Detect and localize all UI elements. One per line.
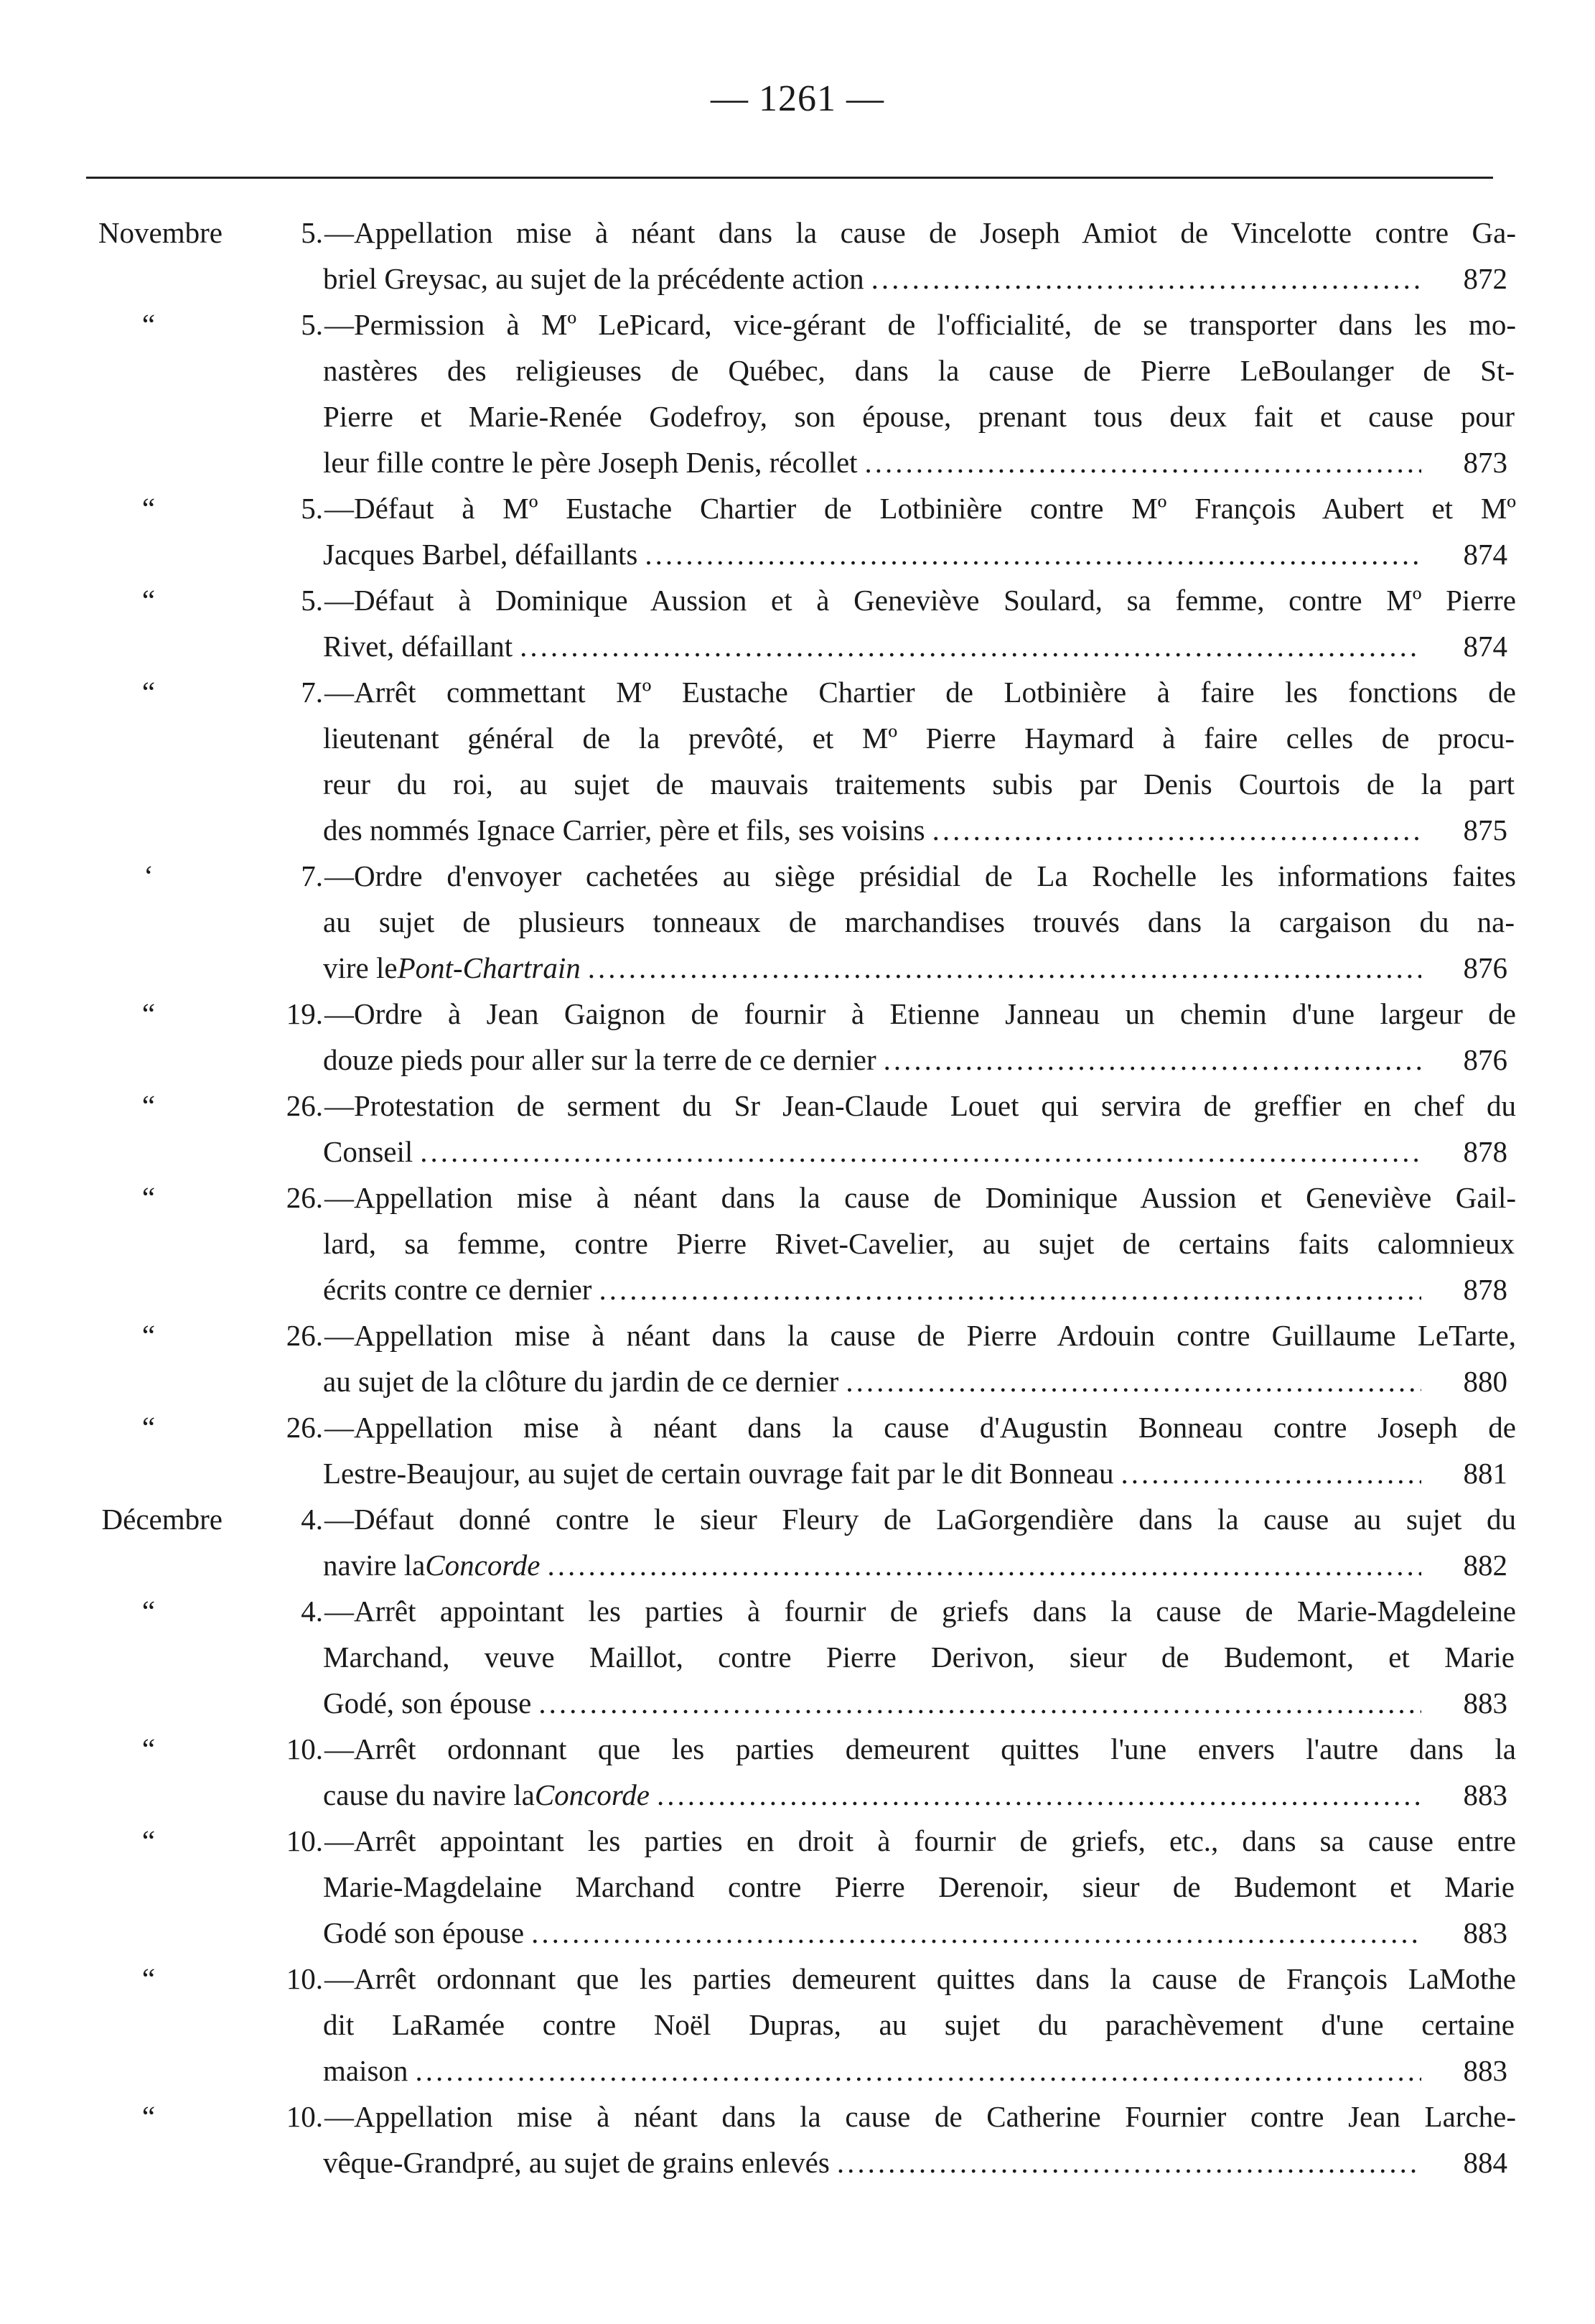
entry-text: —Défaut donné contre le sieur Fleury de LaGorgendière dans la cause au sujet du: [324, 1503, 1516, 1536]
ditto-mark: “: [141, 1732, 156, 1765]
entry-day: 26.: [286, 1089, 323, 1122]
entry-line: [86, 1496, 1516, 1542]
dot-leader: [531, 1910, 1421, 1956]
entry-day: 5.: [301, 492, 323, 525]
index-entry: [86, 1404, 1516, 1496]
ditto-mark: “: [141, 584, 156, 617]
dot-leader: [547, 1542, 1421, 1588]
entry-text: vire le: [323, 951, 398, 984]
ditto-mark: “: [141, 676, 156, 709]
entry-line: [86, 485, 1516, 531]
entry-text: briel Greysac, au sujet de la précédente action: [323, 262, 864, 295]
entry-line: [86, 1083, 1516, 1129]
page-reference: 873: [1463, 446, 1507, 479]
entry-text: vêque-Grandpré, au sujet de grains enlevés: [323, 2146, 830, 2179]
dot-leader: [420, 1129, 1421, 1175]
index-entry: [86, 1083, 1516, 1175]
entry-line: [86, 1358, 1507, 1404]
page-reference: 884: [1463, 2146, 1507, 2179]
dot-leader: [415, 2048, 1421, 2094]
entry-line: [86, 1129, 1507, 1175]
entry-text: leur fille contre le père Joseph Denis, récollet: [323, 446, 858, 479]
entry-line: [86, 807, 1507, 853]
entry-line: [86, 1634, 1515, 1680]
index-entry: [86, 1726, 1516, 1818]
page-reference: 874: [1463, 630, 1507, 663]
entry-text: Marchand, veuve Maillot, contre Pierre Derivon, sieur de Budemont, et Marie: [323, 1641, 1515, 1674]
entry-day: 10.: [286, 1732, 323, 1765]
dot-leader: [846, 1358, 1421, 1404]
entry-text-final: [323, 439, 1428, 485]
entry-text: reur du roi, au sujet de mauvais traitements subis par Denis Courtois de la part: [323, 767, 1515, 801]
ditto-mark: “: [141, 997, 156, 1030]
ditto-mark: “: [141, 1089, 156, 1122]
entry-text-final: [323, 2139, 1428, 2185]
entry-text: Jacques Barbel, défaillants: [323, 538, 638, 571]
entry-text-final: [323, 1358, 1428, 1404]
ditto-mark: “: [141, 1411, 156, 1444]
entry-text: nastères des religieuses de Québec, dans la cause de Pierre LeBoulanger de St-: [323, 354, 1515, 387]
entry-text: lieutenant général de la prevôté, et Mº Pierre Haymard à faire celles de procu-: [323, 722, 1515, 755]
index-entry: [86, 853, 1516, 991]
entry-line: [86, 761, 1515, 807]
entry-line: [86, 623, 1507, 669]
entry-text: Godé son épouse: [323, 1916, 525, 1949]
entry-line: [86, 945, 1507, 991]
page-reference: 880: [1463, 1365, 1507, 1398]
entry-day: 19.: [286, 997, 323, 1030]
entry-text-final: [323, 1910, 1428, 1956]
entry-line: [86, 347, 1515, 393]
entry-text-final: [323, 1772, 1428, 1818]
entry-text: —Ordre à Jean Gaignon de fournir à Etienne Janneau un chemin d'une largeur de: [324, 997, 1516, 1030]
index-entry: [86, 1175, 1516, 1312]
entry-text: Marie-Magdelaine Marchand contre Pierre Derenoir, sieur de Budemont et Marie: [323, 1870, 1515, 1903]
entry-text-final: [323, 1450, 1428, 1496]
entry-line: [86, 393, 1515, 439]
entry-line: [86, 1312, 1516, 1358]
page-reference: 878: [1463, 1273, 1507, 1306]
entry-text: lard, sa femme, contre Pierre Rivet-Cavelier, au sujet de certains faits calomnieux: [323, 1227, 1515, 1260]
entry-line: [86, 256, 1507, 302]
entry-line: [86, 1772, 1507, 1818]
entry-line: [86, 1864, 1515, 1910]
entry-line: [86, 1266, 1507, 1312]
entry-text: écrits contre ce dernier: [323, 1273, 592, 1306]
dot-leader: [538, 1680, 1421, 1726]
index-entry: [86, 1496, 1516, 1588]
entry-text: Rivet, défaillant: [323, 630, 513, 663]
entry-line: [86, 1542, 1507, 1588]
entry-text: au sujet de la clôture du jardin de ce dernier: [323, 1365, 839, 1398]
page-reference: 883: [1463, 2054, 1507, 2087]
entry-line: [86, 2139, 1507, 2185]
entry-month: Novembre: [98, 216, 223, 249]
entry-month: Décembre: [101, 1503, 223, 1536]
page-reference: 883: [1463, 1778, 1507, 1811]
entry-text-final: [323, 1680, 1428, 1726]
header-rule: [86, 177, 1493, 179]
entry-day: 5.: [301, 216, 323, 249]
index-entry: [86, 577, 1516, 669]
entry-line: [86, 899, 1515, 945]
ditto-mark: ‘: [144, 859, 154, 892]
ditto-mark: “: [141, 1319, 156, 1352]
entry-text: —Arrêt appointant les parties à fournir de griefs dans la cause de Marie-Magdeleine: [324, 1595, 1516, 1628]
index-entry: [86, 302, 1516, 485]
entry-text-final: [323, 531, 1428, 577]
dot-leader: [657, 1772, 1421, 1818]
ditto-mark: “: [141, 1181, 156, 1214]
entry-text-final: [323, 2048, 1428, 2094]
entry-line: [86, 210, 1516, 256]
entry-line: [86, 2048, 1507, 2094]
entry-text: maison: [323, 2054, 408, 2087]
entry-line: [86, 577, 1516, 623]
entry-line: [86, 1404, 1516, 1450]
ship-name: Concorde: [534, 1778, 650, 1811]
index-entry: [86, 485, 1516, 577]
entry-line: [86, 715, 1515, 761]
entry-text: —Arrêt ordonnant que les parties demeurent quittes l'une envers l'autre dans la: [324, 1732, 1516, 1765]
entry-line: [86, 1175, 1516, 1221]
entry-text-final: [323, 256, 1428, 302]
entry-text-final: [323, 623, 1428, 669]
entry-text: Conseil: [323, 1135, 413, 1168]
index-entry: [86, 1956, 1516, 2094]
page-reference: 875: [1463, 813, 1507, 846]
index-entry: [86, 2094, 1516, 2185]
entry-text: —Appellation mise à néant dans la cause de Pierre Ardouin contre Guillaume LeTarte,: [324, 1319, 1516, 1352]
index-entry: [86, 1588, 1516, 1726]
index-entry: [86, 991, 1516, 1083]
page-reference: 883: [1463, 1686, 1507, 1719]
entry-text-final: [323, 1129, 1428, 1175]
page-reference: 883: [1463, 1916, 1507, 1949]
entry-line: [86, 991, 1516, 1037]
entry-line: [86, 1726, 1516, 1772]
entry-day: 10.: [286, 1824, 323, 1857]
entry-line: [86, 1450, 1507, 1496]
page-reference: 876: [1463, 951, 1507, 984]
entry-day: 7.: [301, 859, 323, 892]
entry-line: [86, 1588, 1516, 1634]
entry-line: [86, 1956, 1516, 2002]
entry-line: [86, 669, 1516, 715]
entry-text: —Arrêt ordonnant que les parties demeurent quittes dans la cause de François LaMothe: [324, 1962, 1516, 1995]
entry-text: —Ordre d'envoyer cachetées au siège présidial de La Rochelle les informations faites: [324, 859, 1516, 892]
entry-day: 5.: [301, 584, 323, 617]
entry-text: —Protestation de serment du Sr Jean-Claude Louet qui servira de greffier en chef du: [324, 1089, 1516, 1122]
dot-leader: [837, 2139, 1421, 2185]
page-reference: 878: [1463, 1135, 1507, 1168]
entry-line: [86, 1037, 1507, 1083]
entry-line: [86, 1221, 1515, 1266]
dot-leader: [1121, 1450, 1422, 1496]
entry-day: 10.: [286, 1962, 323, 1995]
index-entry: [86, 1818, 1516, 1956]
entry-line: [86, 2094, 1516, 2139]
entry-text: douze pieds pour aller sur la terre de ce dernier: [323, 1043, 876, 1076]
entry-line: [86, 439, 1507, 485]
entry-text: au sujet de plusieurs tonneaux de marchandises trouvés dans la cargaison du na-: [323, 905, 1515, 938]
entry-line: [86, 531, 1507, 577]
entry-line: [86, 302, 1516, 347]
ditto-mark: “: [141, 2100, 156, 2133]
entry-text-final: [323, 945, 1428, 991]
entry-day: 4.: [301, 1595, 323, 1628]
entry-text-final: [323, 1037, 1428, 1083]
page-reference: 874: [1463, 538, 1507, 571]
ship-name: Pont-Chartrain: [397, 951, 581, 984]
entry-line: [86, 1910, 1507, 1956]
entry-day: 5.: [301, 308, 323, 341]
page-reference: 881: [1463, 1457, 1507, 1490]
entry-day: 26.: [286, 1181, 323, 1214]
entry-day: 7.: [301, 676, 323, 709]
dot-leader: [645, 531, 1421, 577]
entry-text: —Arrêt appointant les parties en droit à fournir de griefs, etc., dans sa cause entre: [324, 1824, 1516, 1857]
ditto-mark: “: [141, 492, 156, 525]
entry-text: —Appellation mise à néant dans la cause de Joseph Amiot de Vincelotte contre Ga-: [324, 216, 1516, 249]
entry-text: Godé, son épouse: [323, 1686, 532, 1719]
entry-text: cause du navire la: [323, 1778, 535, 1811]
entry-day: 26.: [286, 1319, 323, 1352]
page-reference: 872: [1463, 262, 1507, 295]
entry-day: 4.: [301, 1503, 323, 1536]
dot-leader: [588, 945, 1421, 991]
dot-leader: [884, 1037, 1421, 1083]
entry-text: —Défaut à Dominique Aussion et à Geneviève Soulard, sa femme, contre Mº Pierre: [324, 584, 1516, 617]
entry-day: 10.: [286, 2100, 323, 2133]
entry-text: des nommés Ignace Carrier, père et fils, ses voisins: [323, 813, 925, 846]
entry-text: —Défaut à Mº Eustache Chartier de Lotbinière contre Mº François Aubert et Mº: [324, 492, 1516, 525]
entry-text: —Arrêt commettant Mº Eustache Chartier de Lotbinière à faire les fonctions de: [324, 676, 1516, 709]
ditto-mark: “: [141, 1962, 156, 1995]
entry-line: [86, 853, 1516, 899]
entry-line: [86, 2002, 1515, 2048]
entry-text: dit LaRamée contre Noël Dupras, au sujet du parachèvement d'une certaine: [323, 2008, 1515, 2041]
page-number: — 1261 —: [711, 78, 884, 119]
index-entries: [86, 210, 1516, 2185]
entry-text: —Appellation mise à néant dans la cause de Catherine Fournier contre Jean Larche-: [324, 2100, 1516, 2133]
dot-leader: [871, 256, 1421, 302]
entry-text: Lestre-Beaujour, au sujet de certain ouvrage fait par le dit Bonneau: [323, 1457, 1114, 1490]
entry-line: [86, 1680, 1507, 1726]
entry-text: —Appellation mise à néant dans la cause d'Augustin Bonneau contre Joseph de: [324, 1411, 1516, 1444]
ditto-mark: “: [141, 1824, 156, 1857]
ship-name: Concorde: [425, 1549, 541, 1582]
index-entry: [86, 210, 1516, 302]
page-reference: 876: [1463, 1043, 1507, 1076]
dot-leader: [520, 623, 1421, 669]
dot-leader: [599, 1266, 1421, 1312]
index-entry: [86, 669, 1516, 853]
ditto-mark: “: [141, 308, 156, 341]
ditto-mark: “: [141, 1595, 156, 1628]
dot-leader: [865, 439, 1421, 485]
entry-text: Pierre et Marie-Renée Godefroy, son épouse, prenant tous deux fait et cause pour: [323, 400, 1515, 433]
index-entry: [86, 1312, 1516, 1404]
entry-line: [86, 1818, 1516, 1864]
entry-text: —Appellation mise à néant dans la cause de Dominique Aussion et Geneviève Gail-: [324, 1181, 1516, 1214]
entry-day: 26.: [286, 1411, 323, 1444]
page-reference: 882: [1463, 1549, 1507, 1582]
entry-text: navire la: [323, 1549, 426, 1582]
entry-text: —Permission à Mº LePicard, vice-gérant de l'officialité, de se transporter dans les mo-: [324, 308, 1516, 341]
entry-text-final: [323, 807, 1428, 853]
entry-text-final: [323, 1542, 1428, 1588]
entry-text-final: [323, 1266, 1428, 1312]
dot-leader: [932, 807, 1421, 853]
